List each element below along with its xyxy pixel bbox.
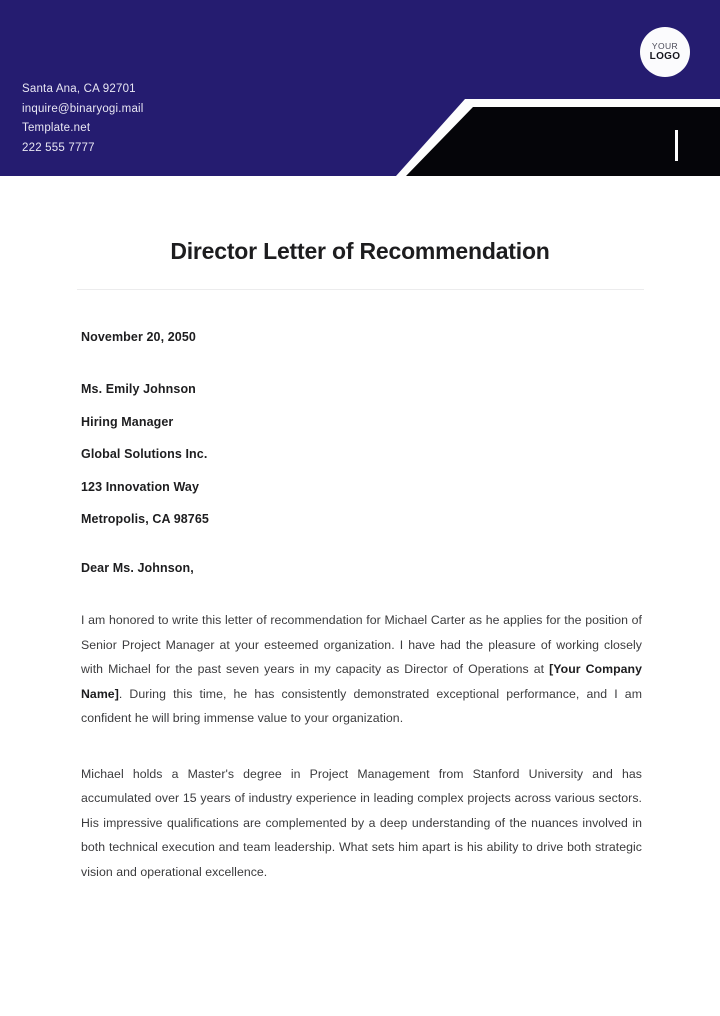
recipient-street: 123 Innovation Way bbox=[81, 479, 200, 494]
letter-salutation: Dear Ms. Johnson, bbox=[81, 561, 194, 575]
paragraph-1-text-before-highlight: I am honored to write this letter of recommendation for Michael Carter as he applies for the position of Senior Project Manager at your esteemed organization. I have had the pleasure of working closely with Michael for the past seven years in my capacity as Director of Operations at bbox=[81, 613, 642, 676]
letterhead-header bbox=[0, 0, 720, 176]
contact-block bbox=[22, 80, 144, 158]
title-divider bbox=[77, 289, 644, 290]
recipient-company: Global Solutions Inc. bbox=[81, 447, 208, 461]
logo-placeholder-badge bbox=[640, 27, 690, 77]
letter-content bbox=[0, 330, 720, 884]
contact-address: Santa Ana, CA 92701 bbox=[22, 83, 136, 95]
recipient-address-block bbox=[81, 382, 642, 526]
letter-date: November 20, 2050 bbox=[81, 330, 196, 344]
contact-phone: 222 555 7777 bbox=[22, 141, 95, 154]
recipient-name: Ms. Emily Johnson bbox=[81, 382, 196, 396]
logo-line-logo: LOGO bbox=[649, 51, 681, 63]
document-body bbox=[0, 176, 720, 896]
header-white-tick-mark bbox=[675, 130, 678, 161]
company-name-placeholder: [Your Company Name] bbox=[81, 662, 642, 701]
logo-line-your: YOUR bbox=[651, 40, 679, 51]
letter-paragraph-2: Michael holds a Master's degree in Project Management from Stanford University and has accumulated over 15 years of industry experience in leading complex projects across various sectors. His impressive qualifications are complemented by a deep understanding of the nuances involved in both technical execution and team leadership. What sets him apart is his ability to drive both strategic vision and operational excellence. bbox=[81, 766, 642, 879]
recipient-city-state-zip: Metropolis, CA 98765 bbox=[81, 512, 209, 526]
contact-email: inquire@binaryogi.mail bbox=[22, 102, 144, 115]
letter-paragraph-1 bbox=[81, 608, 642, 731]
paragraph-1-text-after-highlight: . During this time, he has consistently demonstrated exceptional performance, and I am confident he will bring immense value to your organization. bbox=[81, 686, 642, 725]
contact-website: Template.net bbox=[22, 122, 91, 134]
recipient-job-title: Hiring Manager bbox=[81, 414, 174, 429]
page-title: Director Letter of Recommendation bbox=[170, 238, 550, 264]
